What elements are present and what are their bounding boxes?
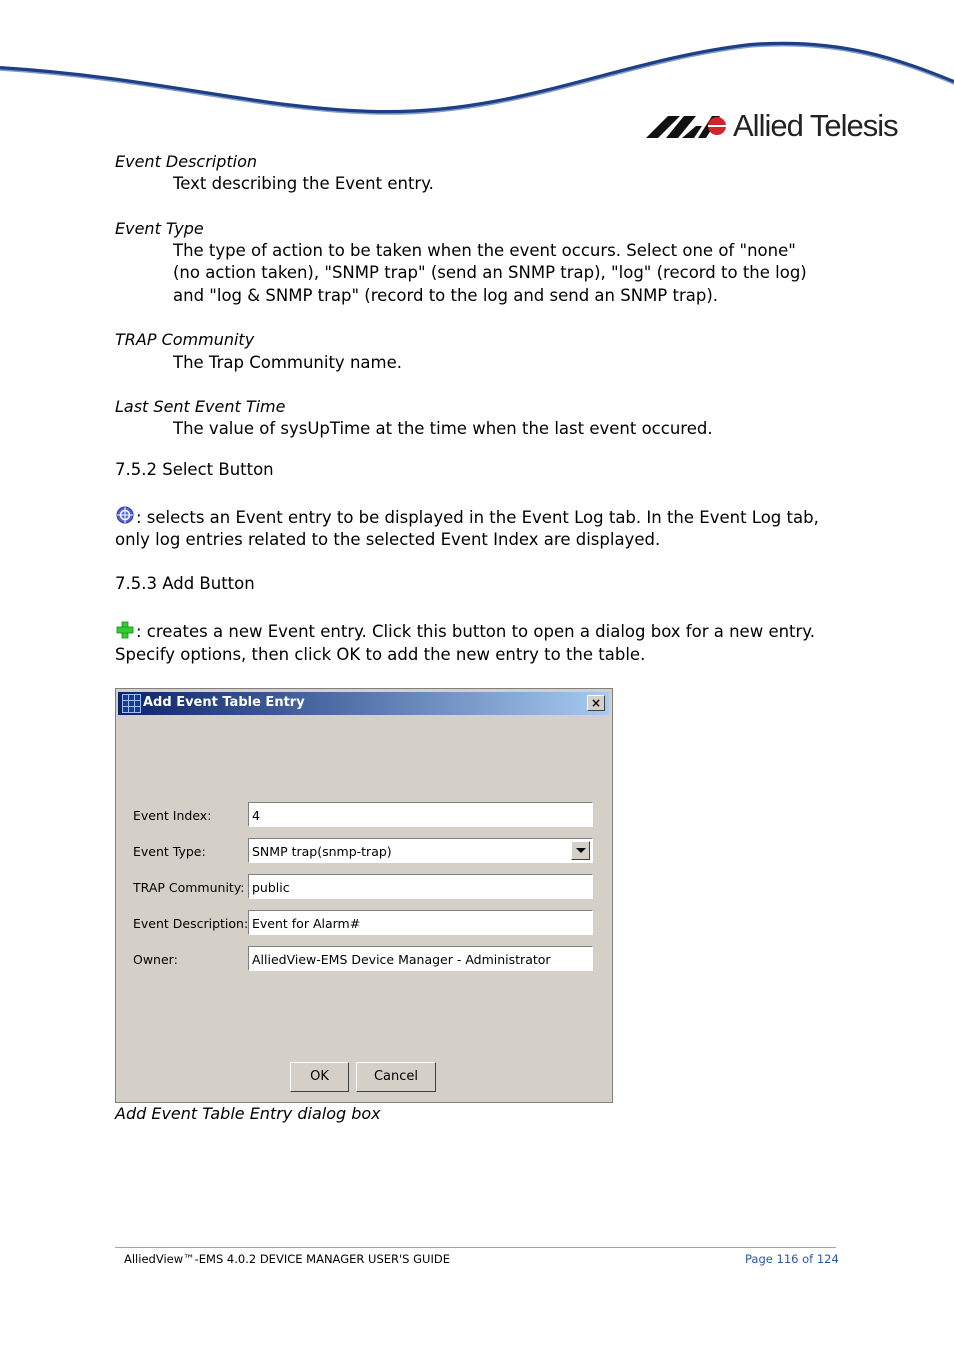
chevron-down-icon[interactable] xyxy=(571,841,590,860)
owner-label: Owner: xyxy=(133,952,178,967)
term-event-type: Event Type xyxy=(115,219,204,238)
term-trap-community: TRAP Community xyxy=(115,330,255,349)
app-grid-icon xyxy=(122,694,141,713)
event-type-label: Event Type: xyxy=(133,844,206,859)
event-type-select[interactable] xyxy=(248,838,593,863)
desc-event-description: Text describing the Event entry. xyxy=(173,174,434,193)
trap-community-label: TRAP Community: xyxy=(133,880,245,895)
green-plus-icon xyxy=(116,621,134,639)
event-description-input[interactable]: Event for Alarm# xyxy=(248,910,593,935)
term-last-sent-event-time: Last Sent Event Time xyxy=(115,397,286,416)
footer-guide-title: AlliedView™-EMS 4.0.2 DEVICE MANAGER USER'S GUIDE xyxy=(124,1252,450,1266)
add-button-desc-line2: Specify options, then click OK to add the new entry to the table. xyxy=(115,645,646,664)
trap-community-input[interactable]: public xyxy=(248,874,593,899)
dialog-title: Add Event Table Entry xyxy=(143,695,305,710)
event-index-label: Event Index: xyxy=(133,808,212,823)
ok-button[interactable]: OK xyxy=(290,1062,349,1092)
desc-event-type-line1: The type of action to be taken when the event occurs. Select one of "none" xyxy=(173,241,796,260)
close-icon[interactable]: × xyxy=(587,695,605,711)
section-heading-select-button: 7.5.2 Select Button xyxy=(115,460,274,479)
desc-event-type-line2: (no action taken), "SNMP trap" (send an SNMP trap), "log" (record to the log) xyxy=(173,263,807,282)
section-heading-add-button: 7.5.3 Add Button xyxy=(115,574,255,593)
event-description-label: Event Description: xyxy=(133,916,249,931)
select-button-desc-line2: only log entries related to the selected Event Index are displayed. xyxy=(115,530,661,549)
owner-input[interactable]: AlliedView-EMS Device Manager - Administrator xyxy=(248,946,593,971)
term-event-description: Event Description xyxy=(115,152,258,171)
cancel-button[interactable]: Cancel xyxy=(356,1062,436,1092)
select-button-desc-line1: : selects an Event entry to be displayed in the Event Log tab. In the Event Log tab, xyxy=(136,508,819,527)
event-type-value: SNMP trap(snmp-trap) xyxy=(252,844,392,859)
allied-telesis-logo-icon xyxy=(646,114,728,140)
select-globe-icon xyxy=(116,506,134,524)
desc-trap-community: The Trap Community name. xyxy=(173,353,402,372)
event-index-input[interactable]: 4 xyxy=(248,802,593,827)
desc-last-sent-event-time: The value of sysUpTime at the time when the last event occured. xyxy=(173,419,713,438)
header-swoosh xyxy=(0,0,954,125)
desc-event-type-line3: and "log & SNMP trap" (record to the log and send an SNMP trap). xyxy=(173,286,719,305)
footer-divider xyxy=(115,1247,836,1248)
footer-page-number: Page 116 of 124 xyxy=(745,1252,839,1266)
brand-name: Allied Telesis xyxy=(733,108,898,143)
add-button-desc-line1: : creates a new Event entry. Click this button to open a dialog box for a new entry. xyxy=(136,622,815,641)
figure-caption: Add Event Table Entry dialog box xyxy=(115,1104,381,1123)
